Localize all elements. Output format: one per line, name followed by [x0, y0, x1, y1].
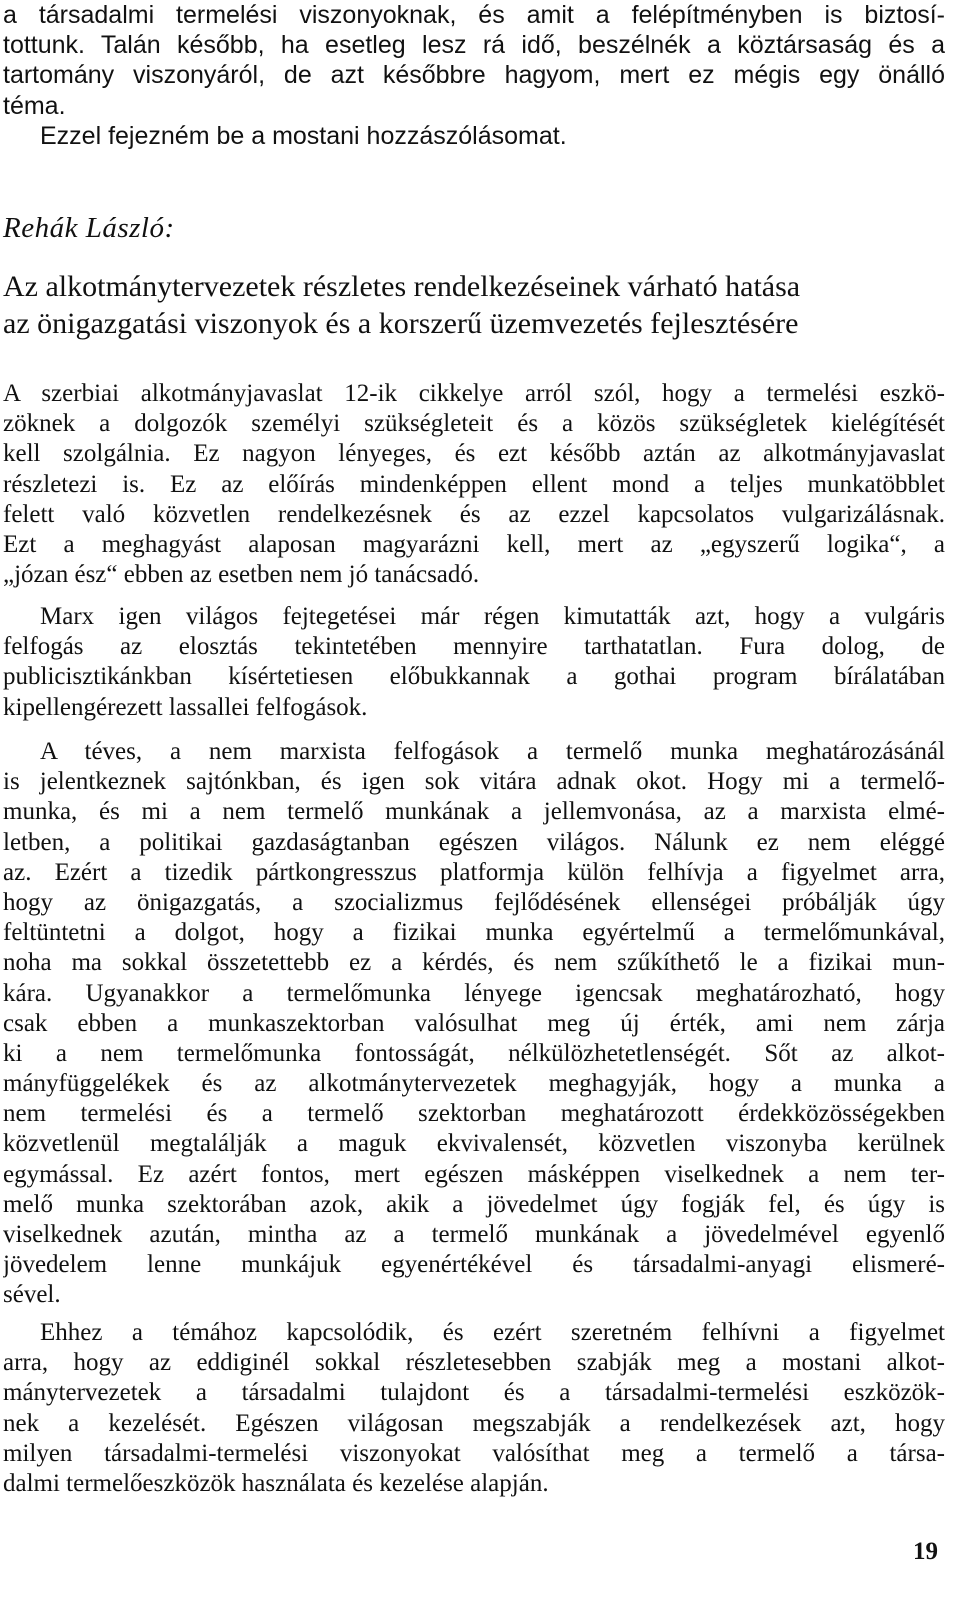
- paragraph-line: Marx igen világos fejtegetései már régen kimutatták azt, hogy a vulgáris: [40, 603, 945, 630]
- paragraph-line: dalmi termelőeszközök használata és kezelése alapján.: [3, 1469, 549, 1497]
- page-number: 19: [913, 1538, 938, 1565]
- intro-paragraph: [3, 0, 945, 151]
- paragraph-line: hogy az önigazgatás, a szocializmus fejlődésének ellenségei próbálják úgy: [3, 888, 945, 916]
- paragraph-line: nek a kezelését. Egészen világosan megszabják a rendelkezések azt, hogy: [3, 1409, 945, 1437]
- intro-line: téma.: [3, 91, 66, 120]
- paragraph-line: A téves, a nem marxista felfogások a termelő munka meghatározásánál: [40, 738, 945, 765]
- paragraph-line: jövedelem lenne munkájuk egyenértékével és társadalmi-anyagi elismeré-: [3, 1251, 945, 1279]
- paragraph-line: milyen társadalmi-termelési viszonyokat valósíthat meg a termelő a társa-: [3, 1439, 945, 1467]
- paragraph-line: felfogás az elosztás tekintetében mennyire tarthatatlan. Fura dolog, de: [3, 633, 945, 661]
- section-title-line: Az alkotmánytervezetek részletes rendelkezéseinek várható hatása: [3, 270, 801, 303]
- intro-line: a társadalmi termelési viszonyoknak, és amit a felépítményben is biztosí-: [3, 1, 945, 29]
- paragraph-line: „józan ész“ ebben az esetben nem jó tanácsadó.: [3, 561, 480, 589]
- intro-line: tartomány viszonyáról, de azt későbbre hagyom, mert ez mégis egy önálló: [3, 61, 945, 90]
- intro-line: tottunk. Talán később, ha esetleg lesz rá idő, beszélnék a köztársaság és a: [3, 31, 945, 60]
- section-title-line: az önigazgatási viszonyok és a korszerű üzemvezetés fejlesztésére: [3, 307, 799, 340]
- paragraph-line: feltüntetni a dolgot, hogy a fizikai munka egyértelmű a termelőmunkával,: [3, 919, 945, 947]
- paragraph-line: is jelentkeznek sajtónkban, és igen sok vitára adnak okot. Hogy mi a termelő-: [3, 768, 945, 796]
- paragraph-line: publicisztikánkban kísértetiesen előbukkannak a gothai program bírálatában: [3, 663, 945, 691]
- body-paragraph-4: [3, 1318, 945, 1499]
- paragraph-line: mánytervezetek a társadalmi tulajdont és a társadalmi-termelési eszközök-: [3, 1379, 945, 1407]
- body-paragraph-3: [3, 737, 945, 1311]
- paragraph-line: kára. Ugyanakkor a termelőmunka lényege igencsak meghatározható, hogy: [3, 979, 945, 1007]
- paragraph-line: mányfüggelékek és az alkotmánytervezetek meghagyják, hogy a munka a: [3, 1070, 945, 1098]
- paragraph-line: noha ma sokkal összetettebb ez a kérdés, és nem szűkíthető le a fizikai mun-: [3, 949, 945, 977]
- paragraph-line: kell szolgálnia. Ez nagyon lényeges, és ezt később aztán az alkotmányjavaslat: [3, 440, 945, 468]
- intro-closing-line: Ezzel fejezném be a mostani hozzászólásomat.: [40, 121, 567, 150]
- paragraph-line: felett való közvetlen rendelkezésnek és az ezzel kapcsolatos vulgarizálásnak.: [3, 500, 945, 528]
- paragraph-line: viselkednek azután, mintha az a termelő munkának a jövedelmével egyenlő: [3, 1221, 945, 1248]
- paragraph-line: munka, és mi a nem termelő munkának a jellemvonása, az a marxista elmé-: [3, 798, 945, 826]
- paragraph-line: részletezi is. Ez az előírás mindenképpen ellent mond a teljes munkatöbblet: [3, 470, 945, 498]
- paragraph-line: az. Ezért a tizedik pártkongresszus platformja külön felhívja a figyelmet arra,: [3, 858, 945, 886]
- paragraph-line: kipellengérezett lassallei felfogások.: [3, 693, 368, 721]
- paragraph-line: melő munka szektorában azok, akik a jövedelmet úgy fogják fel, és úgy is: [3, 1190, 945, 1218]
- body-paragraph-2: [3, 602, 945, 723]
- paragraph-line: arra, hogy az eddiginél sokkal részletesebben szabják meg a mostani alkot-: [3, 1349, 945, 1377]
- paragraph-line: A szerbiai alkotmányjavaslat 12-ik cikkelye arról szól, hogy a termelési eszkö-: [3, 380, 945, 407]
- body-paragraph-1: [3, 379, 945, 590]
- paragraph-line: Ezt a meghagyást alaposan magyarázni kell, mert az „egyszerű logika“, a: [3, 530, 945, 558]
- paragraph-line: zöknek a dolgozók személyi szükségleteit és a közös szükségletek kielégítését: [3, 410, 945, 438]
- section-title: [3, 268, 945, 342]
- speaker-name: Rehák László:: [3, 212, 175, 244]
- paragraph-line: sével.: [3, 1281, 61, 1309]
- paragraph-line: közvetlenül megtalálják a maguk ekvivalensét, közvetlen viszonyba kerülnek: [3, 1130, 945, 1158]
- paragraph-line: egymással. Ez azért fontos, mert egészen másképpen viselkednek a nem ter-: [3, 1160, 945, 1188]
- paragraph-line: ki a nem termelőmunka fontosságát, nélkülözhetetlenségét. Sőt az alkot-: [3, 1039, 945, 1067]
- paragraph-line: nem termelési és a termelő szektorban meghatározott érdekközösségekben: [3, 1100, 945, 1128]
- paragraph-line: csak ebben a munkaszektorban valósulhat meg új érték, ami nem zárja: [3, 1009, 945, 1037]
- paragraph-line: Ehhez a témához kapcsolódik, és ezért szeretném felhívni a figyelmet: [40, 1319, 945, 1346]
- paragraph-line: letben, a politikai gazdaságtanban egészen világos. Nálunk ez nem eléggé: [3, 828, 945, 856]
